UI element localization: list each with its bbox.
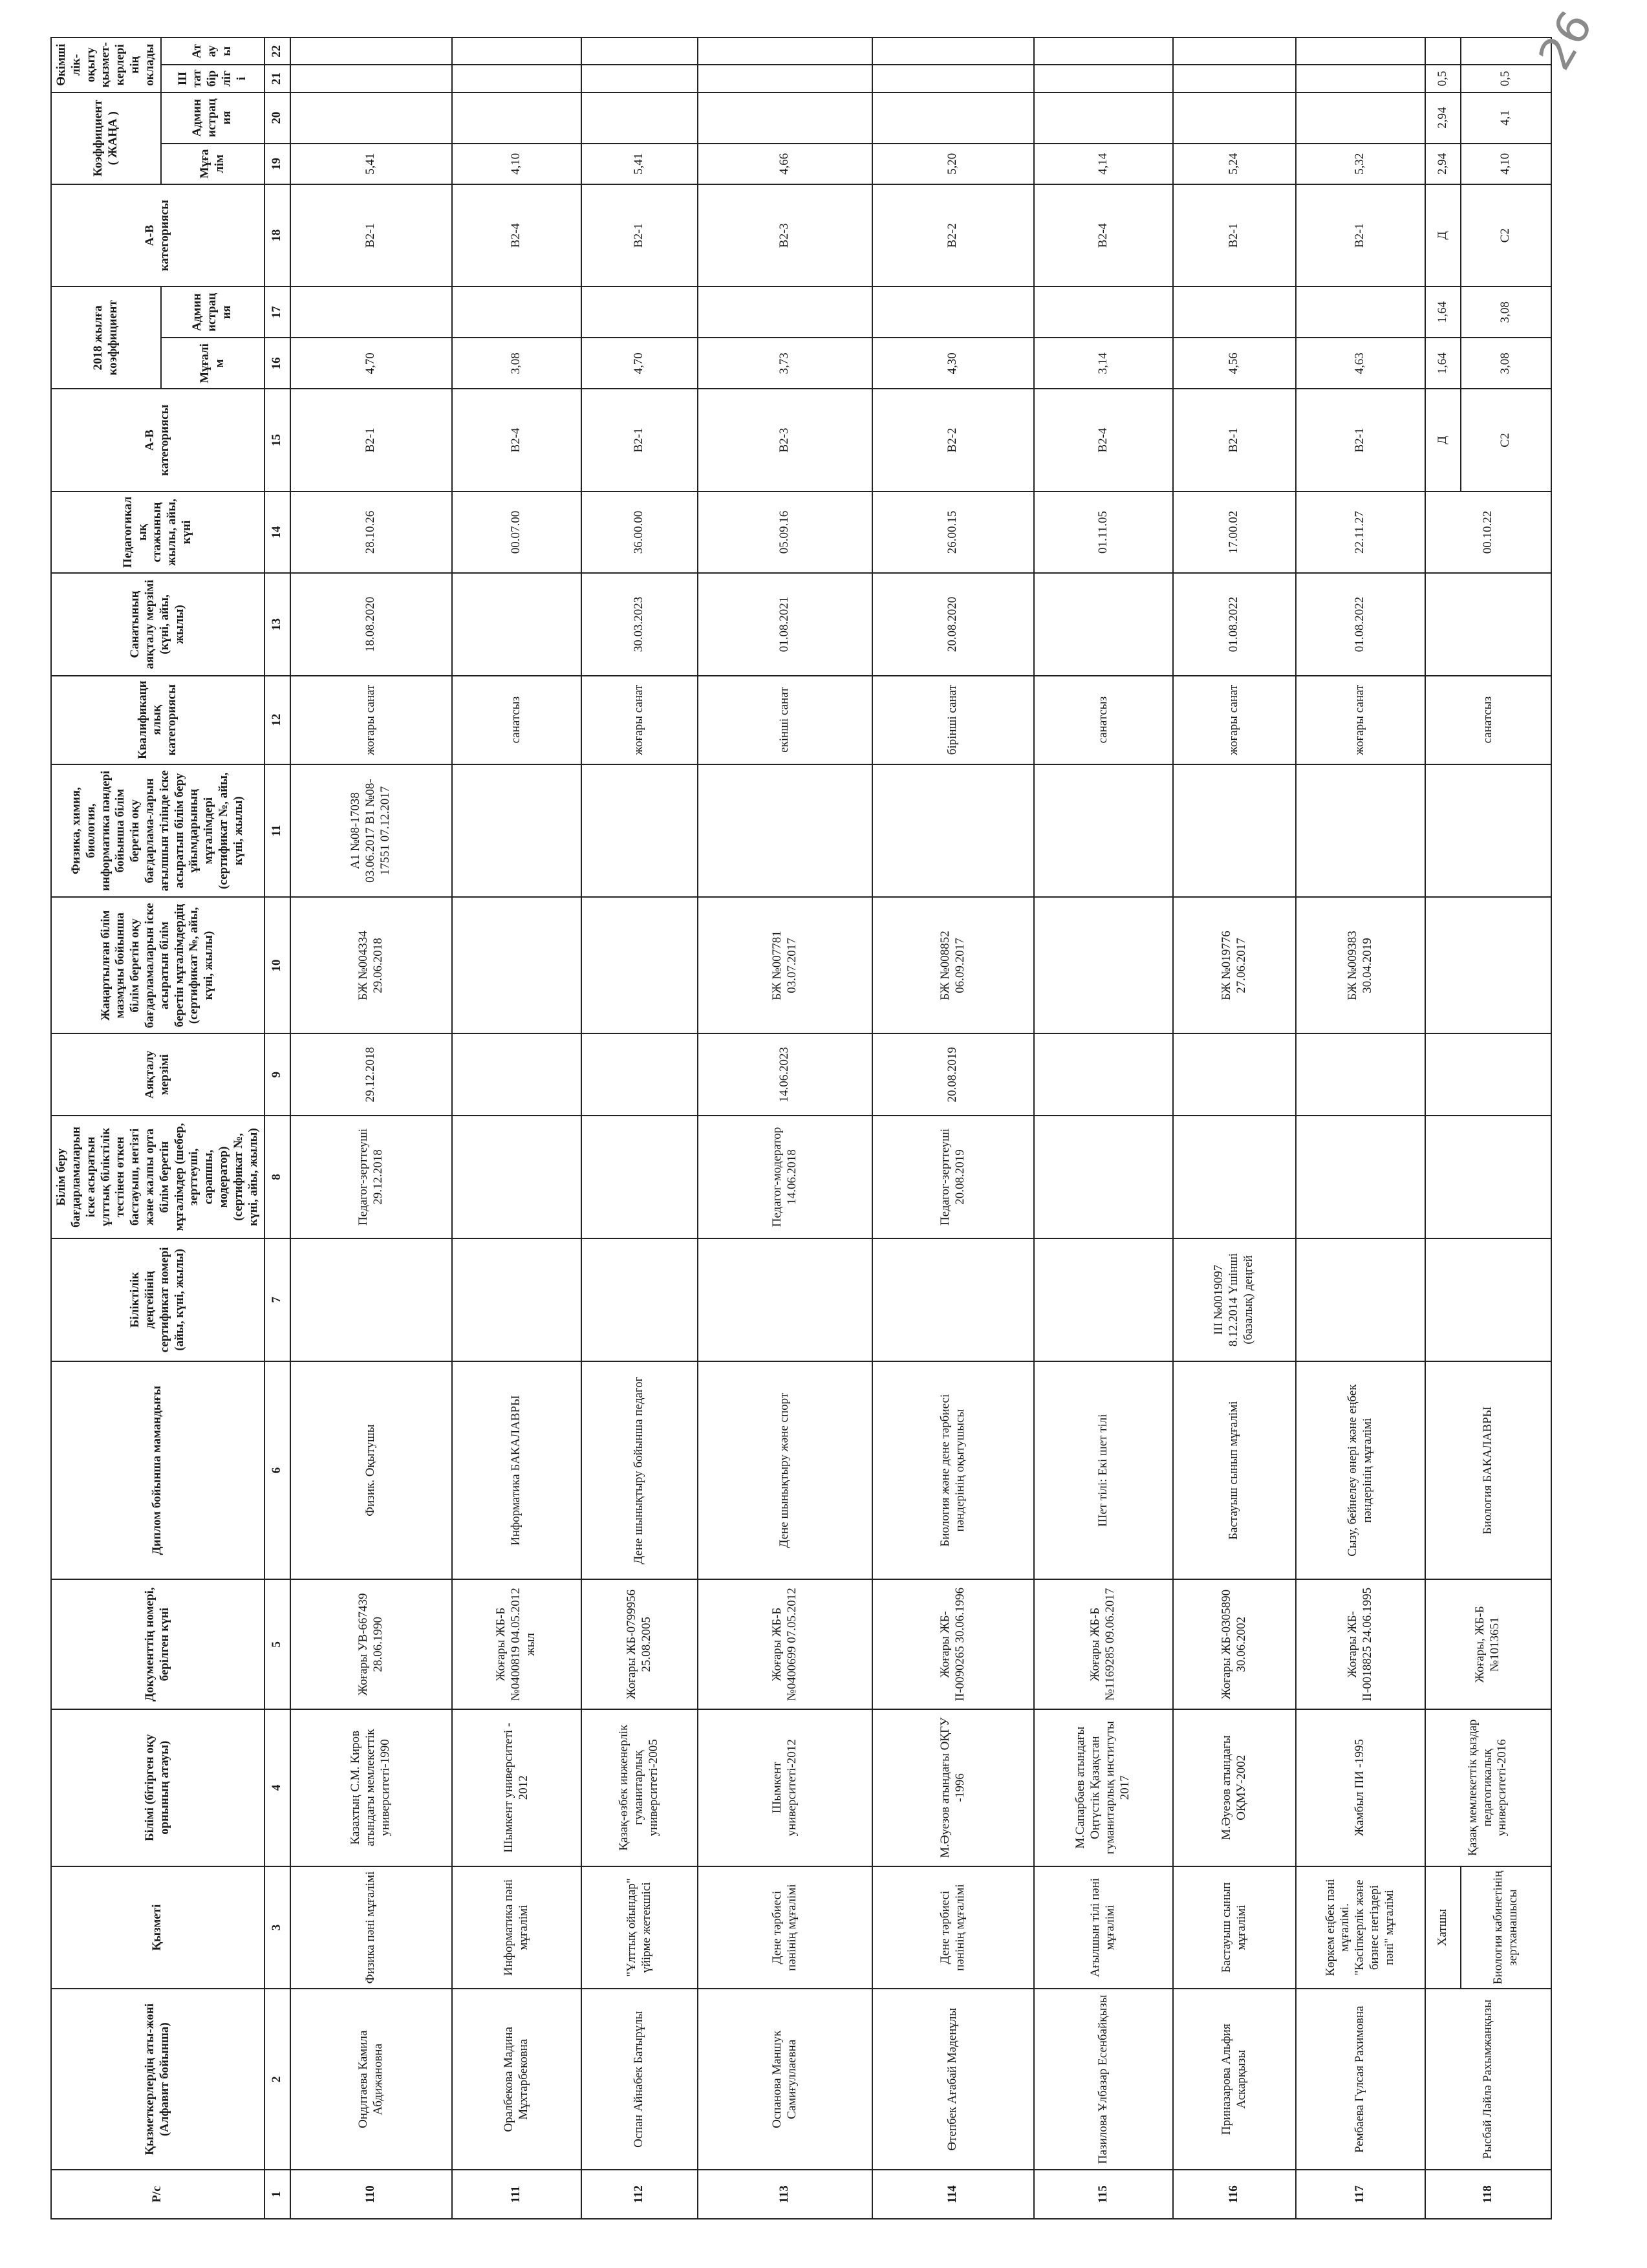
category2: В2-2 xyxy=(872,184,1034,286)
coef-teacher-bottom: 3,08 xyxy=(1461,338,1551,389)
title xyxy=(872,38,1034,65)
new-coef-teacher-top: 2,94 xyxy=(1425,144,1461,184)
row-number: 110 xyxy=(290,2170,452,2219)
end-date xyxy=(1425,1033,1551,1116)
specialty: Дене шынықтыру және спорт xyxy=(698,1361,872,1580)
updated-cert: БЖ №019776 27.06.2017 xyxy=(1173,897,1296,1033)
stage: 17.00.02 xyxy=(1173,491,1296,574)
row-number: 116 xyxy=(1173,2170,1296,2219)
nat-test xyxy=(581,1116,698,1238)
column-number-22: 22 xyxy=(264,38,290,65)
staff-name: Оралбекова Мадина Мұхтарбековна xyxy=(452,1989,581,2170)
qualification: екінші санат xyxy=(698,676,872,764)
nat-test xyxy=(1173,1116,1296,1238)
category2: В2-3 xyxy=(698,184,872,286)
qual-end: 30.03.2023 xyxy=(581,573,698,675)
table-row xyxy=(872,38,1034,2219)
end-date: 14.06.2023 xyxy=(698,1033,872,1116)
english-cert xyxy=(1173,764,1296,898)
level-cert xyxy=(698,1238,872,1361)
new-coef-admin-top: 2,94 xyxy=(1425,92,1461,144)
header-cell-16-17: 2018 жылға коэффициент xyxy=(51,286,161,389)
title xyxy=(452,38,581,65)
english-cert: А1 №08-17038 03.06.2017 В1 №08-17551 07.12.2017 xyxy=(290,764,452,898)
role-bottom: Биология кабинетінің зертханашысы xyxy=(1461,1866,1551,1989)
end-date xyxy=(452,1033,581,1116)
qualification: санатсыз xyxy=(1425,676,1551,764)
header-cell-4: Білімі (бітірген оқу орнының атауы) xyxy=(51,1709,264,1866)
category: В2-4 xyxy=(452,389,581,491)
specialty: Шет тілі: Екі шет тілі xyxy=(1034,1361,1173,1580)
column-number-16: 16 xyxy=(264,338,290,389)
header-cell-12: Квалификациялық категориясы xyxy=(51,676,264,764)
english-cert xyxy=(581,764,698,898)
education: Қазақ-өзбек инженерлік гуманитарлық университеті-2005 xyxy=(581,1709,698,1866)
row-number: 117 xyxy=(1296,2170,1425,2219)
staff-unit xyxy=(698,65,872,92)
staff-name: Рембаева Гүлсая Рахимовна xyxy=(1296,1989,1425,2170)
education: М.Әуезов атындағы ОҚМУ-2002 xyxy=(1173,1709,1296,1866)
education: Жамбыл ПИ -1995 xyxy=(1296,1709,1425,1866)
staff-name: Пазилова Ұлбазар Есенбайқызы xyxy=(1034,1989,1173,2170)
staff-unit-top: 0,5 xyxy=(1425,65,1461,92)
coef-teacher: 4,70 xyxy=(581,338,698,389)
nat-test: Педагог-зерттеуші 29.12.2018 xyxy=(290,1116,452,1238)
column-number-18: 18 xyxy=(264,184,290,286)
header-cell-1: Р/с xyxy=(51,2170,264,2219)
position: "Ұлттық ойындар" үйірме жетекшісі xyxy=(581,1866,698,1989)
column-number-6: 6 xyxy=(264,1361,290,1580)
stage: 00.10.22 xyxy=(1425,491,1551,574)
header-cell-5: Документтің номері, берілген күні xyxy=(51,1579,264,1709)
qualification: бірінші санат xyxy=(872,676,1034,764)
stage: 28.10.26 xyxy=(290,491,452,574)
specialty: Физик. Оқытушы xyxy=(290,1361,452,1580)
staff-unit xyxy=(290,65,452,92)
education: Қазақ мемлекеттік қыздар педагогикалық университеті-2016 xyxy=(1425,1709,1551,1866)
category2: В2-1 xyxy=(290,184,452,286)
qual-end: 01.08.2022 xyxy=(1173,573,1296,675)
staff-name: Рысбай Ләйлә Рахымжанқызы xyxy=(1425,1989,1551,2170)
column-number-11: 11 xyxy=(264,764,290,898)
table-row xyxy=(698,38,872,2219)
coef-admin xyxy=(698,286,872,338)
header-cell-2: Қызметкерлердің аты-жөні (Алфавит бойынша) xyxy=(51,1989,264,2170)
level-cert: ІІІ №0019097 8.12.2014 Үшінші (базалық) деңгей xyxy=(1173,1238,1296,1361)
end-date xyxy=(1034,1033,1173,1116)
category-top: Д xyxy=(1425,389,1461,491)
header-cell-8: Білім беру бағдарламаларын іске асыратын ұлттық біліктілік тестінен өткен бастауыш, негізгі және жалпы орта білім беретін мұғалімдер (шебер, зерттеуші, сарапшы, модератор) (сертификат №, күні, айы, жылы) xyxy=(51,1116,264,1238)
title xyxy=(1034,38,1173,65)
education: Шымкент университеті-2012 xyxy=(698,1709,872,1866)
coef-admin xyxy=(1173,286,1296,338)
document: Жоғары ЖБ-ІІ-0018825 24.06.1995 xyxy=(1296,1579,1425,1709)
staff-unit xyxy=(452,65,581,92)
new-coef-teacher: 5,32 xyxy=(1296,144,1425,184)
staff-unit xyxy=(1296,65,1425,92)
coef-admin xyxy=(581,286,698,338)
qualification: санатсыз xyxy=(1034,676,1173,764)
end-date: 29.12.2018 xyxy=(290,1033,452,1116)
column-number-17: 17 xyxy=(264,286,290,338)
position: Ағылшын тілі пәні мұғалімі xyxy=(1034,1866,1173,1989)
qual-end: 01.08.2021 xyxy=(698,573,872,675)
coef-admin xyxy=(452,286,581,338)
document: Жоғары ЖБ-Б №1169285 09.06.2017 xyxy=(1034,1579,1173,1709)
level-cert xyxy=(1296,1238,1425,1361)
coef-teacher-top: 1,64 xyxy=(1425,338,1461,389)
education: Шымкент университеті - 2012 xyxy=(452,1709,581,1866)
title xyxy=(290,38,452,65)
level-cert xyxy=(872,1238,1034,1361)
new-coef-teacher-bottom: 4,10 xyxy=(1461,144,1551,184)
staff-name: Ондлтаева Камила Абдижановна xyxy=(290,1989,452,2170)
category: В2-1 xyxy=(1296,389,1425,491)
header-cell-16: Мұғалім xyxy=(161,338,264,389)
staff-table xyxy=(50,37,1552,2219)
new-coef-admin xyxy=(1034,92,1173,144)
coef-teacher: 4,63 xyxy=(1296,338,1425,389)
qualification: жоғары санат xyxy=(581,676,698,764)
position: Дене тәрбиесі пәнінің мұғалімі xyxy=(698,1866,872,1989)
stage: 26.00.15 xyxy=(872,491,1034,574)
stage: 05.09.16 xyxy=(698,491,872,574)
handwritten-page-number: 26 xyxy=(1528,2,1603,79)
level-cert xyxy=(581,1238,698,1361)
stage: 22.11.27 xyxy=(1296,491,1425,574)
column-number-14: 14 xyxy=(264,491,290,574)
english-cert xyxy=(1425,764,1551,898)
coef-admin xyxy=(872,286,1034,338)
updated-cert xyxy=(1034,897,1173,1033)
end-date xyxy=(1173,1033,1296,1116)
english-cert xyxy=(1296,764,1425,898)
qual-end: 18.08.2020 xyxy=(290,573,452,675)
updated-cert: БЖ №008852 06.09.2017 xyxy=(872,897,1034,1033)
column-number-8: 8 xyxy=(264,1116,290,1238)
position: Дене тәрбиесі пәнінің мұғалімі xyxy=(872,1866,1034,1989)
level-cert xyxy=(1034,1238,1173,1361)
position: Информатика пәні мұғалімі xyxy=(452,1866,581,1989)
document: Жоғары ЖБ-ІІ-0090265 30.06.1996 xyxy=(872,1579,1034,1709)
level-cert xyxy=(452,1238,581,1361)
coef-admin-bottom: 3,08 xyxy=(1461,286,1551,338)
staff-name: Өтепбек Ағабай Мәденұлы xyxy=(872,1989,1034,2170)
row-number: 118 xyxy=(1425,2170,1551,2219)
category2: В2-4 xyxy=(1034,184,1173,286)
stage: 01.11.05 xyxy=(1034,491,1173,574)
new-coef-teacher: 4,66 xyxy=(698,144,872,184)
category: В2-2 xyxy=(872,389,1034,491)
new-coef-admin xyxy=(1296,92,1425,144)
specialty: Дене шынықтыру бойынша педагог xyxy=(581,1361,698,1580)
nat-test xyxy=(452,1116,581,1238)
new-coef-admin-bottom: 4,1 xyxy=(1461,92,1551,144)
header-cell-17: Администрация xyxy=(161,286,264,338)
english-cert xyxy=(1034,764,1173,898)
staff-name: Оспан Айнабек Батырұлы xyxy=(581,1989,698,2170)
new-coef-teacher: 5,24 xyxy=(1173,144,1296,184)
position: Физика пәні мұғалімі xyxy=(290,1866,452,1989)
specialty: Бастауыш сынып мұғалімі xyxy=(1173,1361,1296,1580)
column-number-9: 9 xyxy=(264,1033,290,1116)
header-cell-20: Администрация xyxy=(161,92,264,144)
coef-admin xyxy=(1034,286,1173,338)
title xyxy=(581,38,698,65)
table-row xyxy=(1034,38,1173,2219)
category: В2-4 xyxy=(1034,389,1173,491)
table-row xyxy=(452,38,581,2219)
header-cell-21-22: Өкімшілік-оқыту қызмет-керлерінің оклады xyxy=(51,38,161,92)
category2: В2-1 xyxy=(1296,184,1425,286)
specialty: Информатика БАКАЛАВРЫ xyxy=(452,1361,581,1580)
stage: 36.00.00 xyxy=(581,491,698,574)
specialty: Биология БАКАЛАВРЫ xyxy=(1425,1361,1551,1580)
document: Жоғары ЖБ-Б №0400819 04.05.2012 жыл xyxy=(452,1579,581,1709)
table-row xyxy=(1296,38,1425,2219)
table-row xyxy=(1173,38,1296,2219)
coef-teacher: 3,08 xyxy=(452,338,581,389)
category: В2-3 xyxy=(698,389,872,491)
title-top xyxy=(1425,38,1461,65)
header-cell-19: Мұғалім xyxy=(161,144,264,184)
english-cert xyxy=(872,764,1034,898)
coef-teacher: 4,56 xyxy=(1173,338,1296,389)
header-cell-22: Атауы xyxy=(161,38,264,65)
new-coef-teacher: 5,41 xyxy=(581,144,698,184)
header-cell-19-20: Коэффициент ( ЖАҢА ) xyxy=(51,92,161,184)
header-row-top xyxy=(51,38,161,2219)
column-number-5: 5 xyxy=(264,1579,290,1709)
title xyxy=(1173,38,1296,65)
education: М.Сапарбаев атындағы Оңтүстік Қазақстан гуманитарлық институты 2017 xyxy=(1034,1709,1173,1866)
english-cert xyxy=(698,764,872,898)
education: М.Әуезов атындағы ОҚГУ -1996 xyxy=(872,1709,1034,1866)
new-coef-teacher: 4,10 xyxy=(452,144,581,184)
english-cert xyxy=(452,764,581,898)
coef-admin xyxy=(1296,286,1425,338)
staff-unit xyxy=(872,65,1034,92)
header-cell-11: Физика, химия, биология, информатика пәндері бойынша білім беретін оқу бағдарлама-ларын ағылшын тілінде іске асыратын білім беру ұйымдарының мұғалімдері (сертификат №, айы, күні, жылы) xyxy=(51,764,264,898)
row-number: 115 xyxy=(1034,2170,1173,2219)
column-number-10: 10 xyxy=(264,897,290,1033)
level-cert xyxy=(290,1238,452,1361)
coef-admin-top: 1,64 xyxy=(1425,286,1461,338)
header-cell-9: Аяқталу мерзімі xyxy=(51,1033,264,1116)
coef-teacher: 3,14 xyxy=(1034,338,1173,389)
qual-end: 01.08.2022 xyxy=(1296,573,1425,675)
end-date xyxy=(581,1033,698,1116)
nat-test: Педагог-зерттеуші 20.08.2019 xyxy=(872,1116,1034,1238)
new-coef-admin xyxy=(872,92,1034,144)
specialty: Биология және дене тәрбиесі пәндерінің оқытушысы xyxy=(872,1361,1034,1580)
category2: В2-4 xyxy=(452,184,581,286)
updated-cert: БЖ №004334 29.06.2018 xyxy=(290,897,452,1033)
row-number: 113 xyxy=(698,2170,872,2219)
header-cell-7: Біліктілік деңгейінің сертификат номері (айы, күні, жылы) xyxy=(51,1238,264,1361)
category2-bottom: С2 xyxy=(1461,184,1551,286)
end-date xyxy=(1296,1033,1425,1116)
column-number-13: 13 xyxy=(264,573,290,675)
header-cell-10: Жаңартылған білім мазмұны бойынша білім беретін оқу бағдарламаларын іске асыратын білім беретін мұғалімдердің (сертификат №, айы, күні, жылы) xyxy=(51,897,264,1033)
column-number-2: 2 xyxy=(264,1989,290,2170)
new-coef-admin xyxy=(698,92,872,144)
column-number-15: 15 xyxy=(264,389,290,491)
category2-top: Д xyxy=(1425,184,1461,286)
qualification: жоғары санат xyxy=(1173,676,1296,764)
qual-end: 20.08.2020 xyxy=(872,573,1034,675)
end-date: 20.08.2019 xyxy=(872,1033,1034,1116)
qual-end xyxy=(452,573,581,675)
updated-cert xyxy=(581,897,698,1033)
category: В2-1 xyxy=(581,389,698,491)
header-cell-6: Диплом бойынша мамандығы xyxy=(51,1361,264,1580)
qualification: жоғары санат xyxy=(1296,676,1425,764)
updated-cert: БЖ №009383 30.04.2019 xyxy=(1296,897,1425,1033)
new-coef-admin xyxy=(581,92,698,144)
table-row-118-a xyxy=(1425,38,1461,2219)
stage: 00.07.00 xyxy=(452,491,581,574)
column-number-21: 21 xyxy=(264,65,290,92)
document: Жоғары ЖБ-Б №0400699 07.05.2012 xyxy=(698,1579,872,1709)
specialty: Сызу, бейнелеу өнері және еңбек пәндерінің мұғалімі xyxy=(1296,1361,1425,1580)
row-number: 114 xyxy=(872,2170,1034,2219)
document: Жоғары ЖБ-0305890 30.06.2002 xyxy=(1173,1579,1296,1709)
staff-name: Приназарова Альфия Аскарқызы xyxy=(1173,1989,1296,2170)
staff-unit-bottom: 0,5 xyxy=(1461,65,1551,92)
staff-unit xyxy=(1173,65,1296,92)
row-number: 111 xyxy=(452,2170,581,2219)
row-number: 112 xyxy=(581,2170,698,2219)
category: В2-1 xyxy=(1173,389,1296,491)
new-coef-admin xyxy=(452,92,581,144)
document: Жоғары ЖБ-0799956 25.08.2005 xyxy=(581,1579,698,1709)
staff-unit xyxy=(1034,65,1173,92)
category: В2-1 xyxy=(290,389,452,491)
new-coef-admin xyxy=(290,92,452,144)
education: Казахтың С.М. Киров атындағы мемлекеттік университеті-1990 xyxy=(290,1709,452,1866)
updated-cert xyxy=(1425,897,1551,1033)
role-top: Хатшы xyxy=(1425,1866,1461,1989)
qual-end xyxy=(1034,573,1173,675)
header-cell-14: Педагогикалық стажының жылы, айы, күні xyxy=(51,491,264,574)
new-coef-teacher: 4,14 xyxy=(1034,144,1173,184)
position: Бастауыш сынып мұғалімі xyxy=(1173,1866,1296,1989)
column-number-3: 3 xyxy=(264,1866,290,1989)
cert xyxy=(1425,1238,1551,1361)
new-coef-teacher: 5,20 xyxy=(872,144,1034,184)
staff-unit xyxy=(581,65,698,92)
nat-test: Педагог-модератор 14.06.2018 xyxy=(698,1116,872,1238)
staff-name: Оспанова Маншук Самиғуллаевна xyxy=(698,1989,872,2170)
coef-admin xyxy=(290,286,452,338)
table-row xyxy=(581,38,698,2219)
category2: В2-1 xyxy=(581,184,698,286)
updated-cert xyxy=(452,897,581,1033)
nat-test xyxy=(1034,1116,1173,1238)
coef-teacher: 4,70 xyxy=(290,338,452,389)
header-cell-21: Штат бірлігі xyxy=(161,65,264,92)
column-number-4: 4 xyxy=(264,1709,290,1866)
table-row xyxy=(290,38,452,2219)
new-coef-teacher: 5,41 xyxy=(290,144,452,184)
qual-end xyxy=(1425,573,1551,675)
category-bottom: С2 xyxy=(1461,389,1551,491)
position: Көркем еңбек пәні мұғалімі. "Кәсіпкерлік және бизнес негіздері пәні" мұғалімі xyxy=(1296,1866,1425,1989)
column-number-1: 1 xyxy=(264,2170,290,2219)
header-cell-3: Қызметі xyxy=(51,1866,264,1989)
document: Жоғары, ЖБ-Б №1013651 xyxy=(1425,1579,1551,1709)
qualification: санатсыз xyxy=(452,676,581,764)
document: Жоғары УВ-667439 28.06.1990 xyxy=(290,1579,452,1709)
header-cell-18: А-В категориясы xyxy=(51,184,264,286)
column-number-7: 7 xyxy=(264,1238,290,1361)
column-number-19: 19 xyxy=(264,144,290,184)
column-number-row xyxy=(264,38,290,2219)
new-coef-admin xyxy=(1173,92,1296,144)
nat-test xyxy=(1425,1116,1551,1238)
header-cell-15: А-В категориясы xyxy=(51,389,264,491)
coef-teacher: 4,30 xyxy=(872,338,1034,389)
column-number-20: 20 xyxy=(264,92,290,144)
nat-test xyxy=(1296,1116,1425,1238)
category2: В2-1 xyxy=(1173,184,1296,286)
coef-teacher: 3,73 xyxy=(698,338,872,389)
qualification: жоғары санат xyxy=(290,676,452,764)
title xyxy=(1296,38,1425,65)
title xyxy=(698,38,872,65)
header-cell-13: Санатының аяқталу мерзімі (күні, айы, жылы) xyxy=(51,573,264,675)
updated-cert: БЖ №007781 03.07.2017 xyxy=(698,897,872,1033)
column-number-12: 12 xyxy=(264,676,290,764)
